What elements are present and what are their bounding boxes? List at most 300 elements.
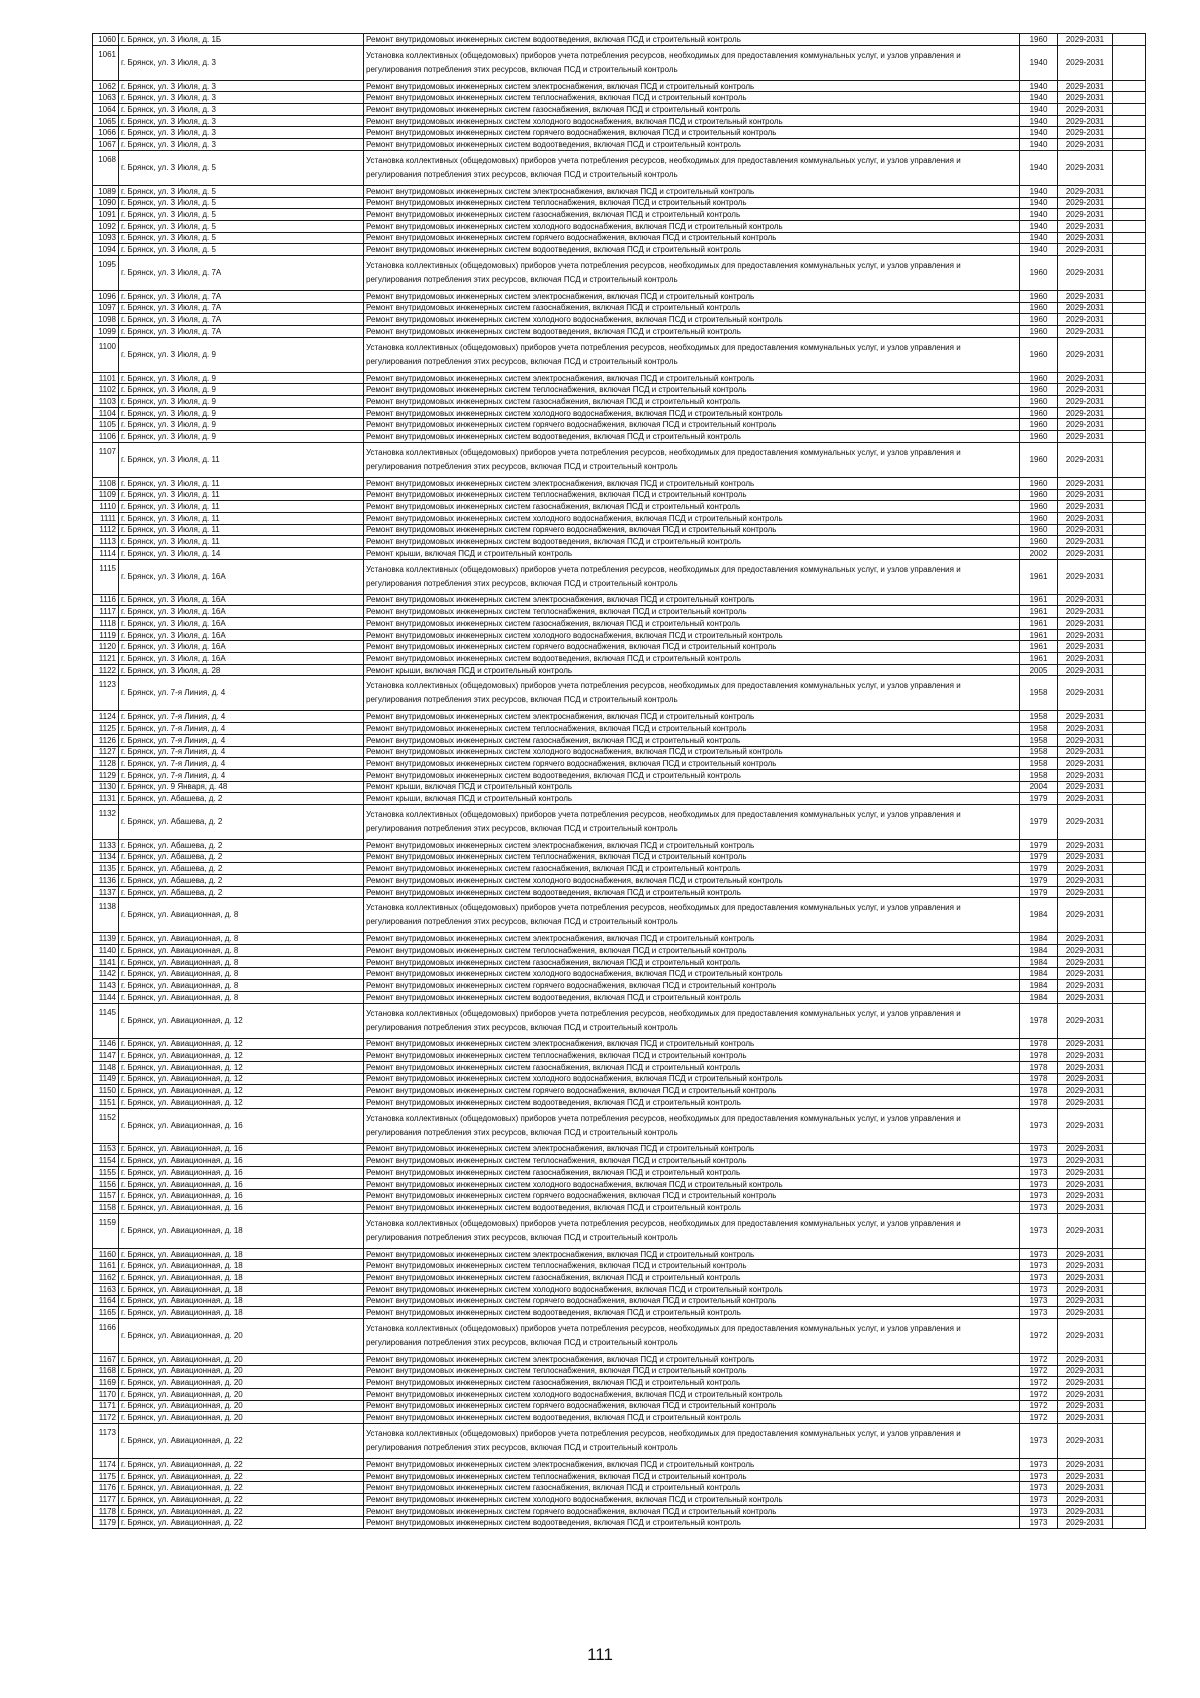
- street-address: ул. Авиационная, д. 22: [157, 1483, 243, 1493]
- work-type-cell: Ремонт внутридомовых инженерных систем электроснабжения, включая ПСД и строительный контроль: [364, 711, 1020, 723]
- street-address: ул. 3 Июля, д. 16А: [157, 618, 226, 628]
- blank-cell: [1113, 326, 1146, 338]
- table-row: [93, 1085, 1146, 1097]
- address-cell: [119, 746, 364, 758]
- table-row: [93, 501, 1146, 513]
- address-cell: [119, 232, 364, 244]
- blank-cell: [1113, 1038, 1146, 1050]
- row-number: 1153: [93, 1143, 119, 1155]
- work-type-cell: Ремонт внутридомовых инженерных систем электроснабжения, включая ПСД и строительный контроль: [364, 1459, 1020, 1471]
- build-year-cell: 1978: [1020, 1073, 1058, 1085]
- address-cell: [119, 255, 364, 290]
- address-cell: [119, 629, 364, 641]
- row-number: 1179: [93, 1517, 119, 1529]
- blank-cell: [1113, 244, 1146, 256]
- blank-cell: [1113, 769, 1146, 781]
- blank-cell: [1113, 232, 1146, 244]
- table-row: [93, 723, 1146, 735]
- period-cell: 2029-2031: [1058, 220, 1113, 232]
- build-year-cell: 1979: [1020, 851, 1058, 863]
- work-type-cell: Ремонт внутридомовых инженерных систем газоснабжения, включая ПСД и строительный контроль: [364, 1167, 1020, 1179]
- period-cell: 2029-2031: [1058, 1505, 1113, 1517]
- row-number: 1167: [93, 1353, 119, 1365]
- work-type-cell: Ремонт внутридомовых инженерных систем горячего водоснабжения, включая ПСД и строительный контроль: [364, 127, 1020, 139]
- build-year-cell: 1978: [1020, 1061, 1058, 1073]
- work-type-cell: Ремонт внутридомовых инженерных систем водоотведения, включая ПСД и строительный контроль: [364, 326, 1020, 338]
- period-cell: 2029-2031: [1058, 1377, 1113, 1389]
- table-row: [93, 1073, 1146, 1085]
- row-number: 1137: [93, 886, 119, 898]
- blank-cell: [1113, 641, 1146, 653]
- period-cell: 2029-2031: [1058, 653, 1113, 665]
- table-row: [93, 1143, 1146, 1155]
- period-cell: 2029-2031: [1058, 1190, 1113, 1202]
- street-address: ул. Авиационная, д. 12: [157, 1086, 243, 1096]
- address-cell: [119, 839, 364, 851]
- blank-cell: [1113, 734, 1146, 746]
- street-address: ул. Авиационная, д. 20: [157, 1378, 243, 1388]
- city-prefix: г. Брянск,: [121, 1308, 158, 1318]
- table-row: [93, 197, 1146, 209]
- row-number: 1172: [93, 1412, 119, 1424]
- work-type-cell: Ремонт внутридомовых инженерных систем холодного водоснабжения, включая ПСД и строительный контроль: [364, 1388, 1020, 1400]
- blank-cell: [1113, 384, 1146, 396]
- build-year-cell: 1972: [1020, 1377, 1058, 1389]
- blank-cell: [1113, 618, 1146, 630]
- street-address: ул. 3 Июля, д. 14: [157, 548, 221, 558]
- table-row: [93, 1482, 1146, 1494]
- street-address: ул. Авиационная, д. 16: [157, 1120, 243, 1130]
- table-row: [93, 1260, 1146, 1272]
- build-year-cell: 1958: [1020, 711, 1058, 723]
- build-year-cell: 1960: [1020, 34, 1058, 46]
- street-address: ул. 3 Июля, д. 3: [157, 139, 216, 149]
- row-number: 1122: [93, 664, 119, 676]
- blank-cell: [1113, 1353, 1146, 1365]
- street-address: ул. 3 Июля, д. 28: [157, 665, 221, 675]
- build-year-cell: 1960: [1020, 384, 1058, 396]
- street-address: ул. Авиационная, д. 22: [157, 1518, 243, 1528]
- table-row: [93, 524, 1146, 536]
- address-cell: [119, 220, 364, 232]
- city-prefix: г. Брянск,: [121, 1062, 158, 1072]
- build-year-cell: 1940: [1020, 115, 1058, 127]
- address-cell: [119, 769, 364, 781]
- table-row: [93, 594, 1146, 606]
- street-address: ул. Авиационная, д. 12: [157, 1051, 243, 1061]
- blank-cell: [1113, 185, 1146, 197]
- work-type-cell: Ремонт внутридомовых инженерных систем холодного водоснабжения, включая ПСД и строительный контроль: [364, 512, 1020, 524]
- street-address: ул. 3 Июля, д. 7А: [157, 303, 222, 313]
- row-number: 1104: [93, 407, 119, 419]
- city-prefix: г. Брянск,: [121, 548, 158, 558]
- table-row: [93, 933, 1146, 945]
- table-row: [93, 384, 1146, 396]
- address-cell: [119, 372, 364, 384]
- period-cell: 2029-2031: [1058, 1412, 1113, 1424]
- row-number: 1177: [93, 1494, 119, 1506]
- address-cell: [119, 1459, 364, 1471]
- blank-cell: [1113, 150, 1146, 185]
- row-number: 1123: [93, 676, 119, 711]
- work-type-cell: Ремонт внутридомовых инженерных систем электроснабжения, включая ПСД и строительный контроль: [364, 372, 1020, 384]
- row-number: 1105: [93, 419, 119, 431]
- work-type-cell: Ремонт внутридомовых инженерных систем водоотведения, включая ПСД и строительный контроль: [364, 139, 1020, 151]
- row-number: 1178: [93, 1505, 119, 1517]
- street-address: ул. Авиационная, д. 8: [157, 969, 239, 979]
- period-cell: 2029-2031: [1058, 1155, 1113, 1167]
- street-address: ул. 3 Июля, д. 16А: [157, 653, 226, 663]
- build-year-cell: 1973: [1020, 1108, 1058, 1143]
- build-year-cell: 1972: [1020, 1412, 1058, 1424]
- work-type-cell: Ремонт внутридомовых инженерных систем теплоснабжения, включая ПСД и строительный контроль: [364, 851, 1020, 863]
- table-row: [93, 104, 1146, 116]
- street-address: ул. 3 Июля, д. 11: [157, 490, 220, 500]
- address-cell: [119, 594, 364, 606]
- build-year-cell: 2002: [1020, 547, 1058, 559]
- build-year-cell: 1961: [1020, 653, 1058, 665]
- address-cell: [119, 1470, 364, 1482]
- period-cell: 2029-2031: [1058, 1365, 1113, 1377]
- street-address: ул. 7-я Линия, д. 4: [157, 723, 226, 733]
- table-row: [93, 863, 1146, 875]
- build-year-cell: 1978: [1020, 1003, 1058, 1038]
- table-row: [93, 945, 1146, 957]
- row-number: 1066: [93, 127, 119, 139]
- build-year-cell: 1972: [1020, 1318, 1058, 1353]
- work-type-cell: Установка коллективных (общедомовых) приборов учета потребления ресурсов, необходимых для предоставления коммунальных услуг, и узлов управления и регулирования потребления этих ресурсов, включая ПСД и строительный контроль: [364, 1213, 1020, 1248]
- blank-cell: [1113, 1085, 1146, 1097]
- work-type-cell: Ремонт внутридомовых инженерных систем газоснабжения, включая ПСД и строительный контроль: [364, 1061, 1020, 1073]
- build-year-cell: 1973: [1020, 1155, 1058, 1167]
- period-cell: 2029-2031: [1058, 594, 1113, 606]
- period-cell: 2029-2031: [1058, 536, 1113, 548]
- work-type-cell: Ремонт внутридомовых инженерных систем теплоснабжения, включая ПСД и строительный контроль: [364, 1365, 1020, 1377]
- build-year-cell: 1960: [1020, 431, 1058, 443]
- blank-cell: [1113, 547, 1146, 559]
- period-cell: 2029-2031: [1058, 1482, 1113, 1494]
- city-prefix: г. Брянск,: [121, 537, 158, 547]
- street-address: ул. 3 Июля, д. 3: [157, 57, 216, 67]
- blank-cell: [1113, 1412, 1146, 1424]
- blank-cell: [1113, 1003, 1146, 1038]
- city-prefix: г. Брянск,: [121, 502, 158, 512]
- street-address: ул. Авиационная, д. 22: [157, 1459, 243, 1469]
- blank-cell: [1113, 723, 1146, 735]
- table-row: [93, 968, 1146, 980]
- row-number: 1065: [93, 115, 119, 127]
- street-address: ул. Авиационная, д. 16: [157, 1191, 243, 1201]
- address-cell: [119, 396, 364, 408]
- build-year-cell: 1979: [1020, 875, 1058, 887]
- address-cell: [119, 723, 364, 735]
- street-address: ул. Авиационная, д. 20: [157, 1401, 243, 1411]
- row-number: 1166: [93, 1318, 119, 1353]
- row-number: 1101: [93, 372, 119, 384]
- street-address: ул. 3 Июля, д. 5: [157, 162, 216, 172]
- address-cell: [119, 1517, 364, 1529]
- blank-cell: [1113, 956, 1146, 968]
- table-row: [93, 734, 1146, 746]
- work-type-cell: Ремонт внутридомовых инженерных систем электроснабжения, включая ПСД и строительный контроль: [364, 185, 1020, 197]
- blank-cell: [1113, 80, 1146, 92]
- work-type-cell: Ремонт внутридомовых инженерных систем водоотведения, включая ПСД и строительный контроль: [364, 886, 1020, 898]
- work-type-cell: Ремонт внутридомовых инженерных систем холодного водоснабжения, включая ПСД и строительный контроль: [364, 746, 1020, 758]
- street-address: ул. 3 Июля, д. 11: [157, 502, 220, 512]
- row-number: 1162: [93, 1272, 119, 1284]
- blank-cell: [1113, 431, 1146, 443]
- row-number: 1115: [93, 559, 119, 594]
- work-type-cell: Ремонт внутридомовых инженерных систем электроснабжения, включая ПСД и строительный контроль: [364, 477, 1020, 489]
- row-number: 1061: [93, 45, 119, 80]
- address-cell: [119, 1353, 364, 1365]
- address-cell: [119, 559, 364, 594]
- street-address: ул. 7-я Линия, д. 4: [157, 770, 226, 780]
- period-cell: 2029-2031: [1058, 945, 1113, 957]
- work-type-cell: Ремонт внутридомовых инженерных систем холодного водоснабжения, включая ПСД и строительный контроль: [364, 407, 1020, 419]
- period-cell: 2029-2031: [1058, 326, 1113, 338]
- build-year-cell: 1972: [1020, 1365, 1058, 1377]
- address-cell: [119, 758, 364, 770]
- address-cell: [119, 547, 364, 559]
- period-cell: 2029-2031: [1058, 209, 1113, 221]
- build-year-cell: 1978: [1020, 1050, 1058, 1062]
- address-cell: [119, 781, 364, 793]
- street-address: ул. Авиационная, д. 20: [157, 1389, 243, 1399]
- address-cell: [119, 1260, 364, 1272]
- city-prefix: г. Брянск,: [121, 57, 158, 67]
- table-row: [93, 185, 1146, 197]
- work-type-cell: Установка коллективных (общедомовых) приборов учета потребления ресурсов, необходимых для предоставления коммунальных услуг, и узлов управления и регулирования потребления этих ресурсов, включая ПСД и строительный контроль: [364, 337, 1020, 372]
- address-cell: [119, 92, 364, 104]
- blank-cell: [1113, 1470, 1146, 1482]
- row-number: 1160: [93, 1248, 119, 1260]
- period-cell: 2029-2031: [1058, 255, 1113, 290]
- period-cell: 2029-2031: [1058, 139, 1113, 151]
- work-type-cell: Ремонт внутридомовых инженерных систем газоснабжения, включая ПСД и строительный контроль: [364, 302, 1020, 314]
- work-type-cell: Ремонт внутридомовых инженерных систем водоотведения, включая ПСД и строительный контроль: [364, 1307, 1020, 1319]
- build-year-cell: 1984: [1020, 980, 1058, 992]
- work-type-cell: Ремонт внутридомовых инженерных систем горячего водоснабжения, включая ПСД и строительный контроль: [364, 1505, 1020, 1517]
- table-row: [93, 220, 1146, 232]
- blank-cell: [1113, 209, 1146, 221]
- address-cell: [119, 933, 364, 945]
- table-row: [93, 1108, 1146, 1143]
- blank-cell: [1113, 1400, 1146, 1412]
- address-cell: [119, 1248, 364, 1260]
- blank-cell: [1113, 524, 1146, 536]
- blank-cell: [1113, 991, 1146, 1003]
- address-cell: [119, 1167, 364, 1179]
- build-year-cell: 1978: [1020, 1096, 1058, 1108]
- period-cell: 2029-2031: [1058, 641, 1113, 653]
- street-address: ул. 3 Июля, д. 16А: [157, 630, 226, 640]
- row-number: 1113: [93, 536, 119, 548]
- table-row: [93, 1155, 1146, 1167]
- city-prefix: г. Брянск,: [121, 770, 158, 780]
- table-row: [93, 559, 1146, 594]
- row-number: 1067: [93, 139, 119, 151]
- build-year-cell: 1940: [1020, 150, 1058, 185]
- work-type-cell: Установка коллективных (общедомовых) приборов учета потребления ресурсов, необходимых для предоставления коммунальных услуг, и узлов управления и регулирования потребления этих ресурсов, включая ПСД и строительный контроль: [364, 255, 1020, 290]
- row-number: 1156: [93, 1178, 119, 1190]
- city-prefix: г. Брянск,: [121, 1366, 158, 1376]
- city-prefix: г. Брянск,: [121, 1471, 158, 1481]
- period-cell: 2029-2031: [1058, 127, 1113, 139]
- work-type-cell: Установка коллективных (общедомовых) приборов учета потребления ресурсов, необходимых для предоставления коммунальных услуг, и узлов управления и регулирования потребления этих ресурсов, включая ПСД и строительный контроль: [364, 150, 1020, 185]
- build-year-cell: 1940: [1020, 127, 1058, 139]
- blank-cell: [1113, 1295, 1146, 1307]
- city-prefix: г. Брянск,: [121, 840, 158, 850]
- build-year-cell: 1960: [1020, 536, 1058, 548]
- build-year-cell: 1960: [1020, 314, 1058, 326]
- city-prefix: г. Брянск,: [121, 595, 158, 605]
- row-number: 1124: [93, 711, 119, 723]
- row-number: 1132: [93, 804, 119, 839]
- blank-cell: [1113, 45, 1146, 80]
- street-address: ул. Авиационная, д. 22: [157, 1436, 243, 1445]
- blank-cell: [1113, 1283, 1146, 1295]
- period-cell: 2029-2031: [1058, 804, 1113, 839]
- table-row: [93, 746, 1146, 758]
- address-cell: [119, 34, 364, 46]
- row-number: 1100: [93, 337, 119, 372]
- blank-cell: [1113, 1202, 1146, 1214]
- street-address: ул. Авиационная, д. 12: [157, 1097, 243, 1107]
- build-year-cell: 1960: [1020, 302, 1058, 314]
- row-number: 1129: [93, 769, 119, 781]
- period-cell: 2029-2031: [1058, 524, 1113, 536]
- city-prefix: г. Брянск,: [121, 34, 158, 44]
- blank-cell: [1113, 1388, 1146, 1400]
- work-type-cell: Ремонт внутридомовых инженерных систем газоснабжения, включая ПСД и строительный контроль: [364, 863, 1020, 875]
- row-number: 1126: [93, 734, 119, 746]
- street-address: ул. 7-я Линия, д. 4: [157, 688, 226, 698]
- table-row: [93, 372, 1146, 384]
- street-address: ул. 7-я Линия, д. 4: [157, 712, 226, 722]
- street-address: ул. 3 Июля, д. 7А: [157, 326, 222, 336]
- row-number: 1060: [93, 34, 119, 46]
- period-cell: 2029-2031: [1058, 664, 1113, 676]
- city-prefix: г. Брянск,: [121, 630, 158, 640]
- table-row: [93, 1178, 1146, 1190]
- city-prefix: г. Брянск,: [121, 116, 158, 126]
- address-cell: [119, 886, 364, 898]
- period-cell: 2029-2031: [1058, 92, 1113, 104]
- build-year-cell: 1960: [1020, 372, 1058, 384]
- address-cell: [119, 314, 364, 326]
- table-row: [93, 1061, 1146, 1073]
- address-cell: [119, 804, 364, 839]
- work-type-cell: Ремонт внутридомовых инженерных систем электроснабжения, включая ПСД и строительный контроль: [364, 290, 1020, 302]
- period-cell: 2029-2031: [1058, 839, 1113, 851]
- blank-cell: [1113, 851, 1146, 863]
- city-prefix: г. Брянск,: [121, 618, 158, 628]
- table-row: [93, 80, 1146, 92]
- street-address: ул. 9 Января, д. 48: [157, 782, 228, 792]
- build-year-cell: 1958: [1020, 769, 1058, 781]
- work-type-cell: Ремонт внутридомовых инженерных систем электроснабжения, включая ПСД и строительный контроль: [364, 594, 1020, 606]
- period-cell: 2029-2031: [1058, 1178, 1113, 1190]
- city-prefix: г. Брянск,: [121, 782, 158, 792]
- blank-cell: [1113, 337, 1146, 372]
- city-prefix: г. Брянск,: [121, 420, 158, 430]
- city-prefix: г. Брянск,: [121, 934, 158, 944]
- period-cell: 2029-2031: [1058, 676, 1113, 711]
- period-cell: 2029-2031: [1058, 781, 1113, 793]
- street-address: ул. Авиационная, д. 20: [157, 1330, 243, 1340]
- city-prefix: г. Брянск,: [121, 665, 158, 675]
- period-cell: 2029-2031: [1058, 1318, 1113, 1353]
- city-prefix: г. Брянск,: [121, 186, 158, 196]
- address-cell: [119, 618, 364, 630]
- blank-cell: [1113, 898, 1146, 933]
- city-prefix: г. Брянск,: [121, 291, 158, 301]
- row-number: 1173: [93, 1424, 119, 1459]
- build-year-cell: 1961: [1020, 594, 1058, 606]
- period-cell: 2029-2031: [1058, 1073, 1113, 1085]
- build-year-cell: 1960: [1020, 396, 1058, 408]
- table-row: [93, 991, 1146, 1003]
- blank-cell: [1113, 945, 1146, 957]
- street-address: ул. Авиационная, д. 8: [157, 980, 239, 990]
- work-type-cell: Ремонт внутридомовых инженерных систем теплоснабжения, включая ПСД и строительный контроль: [364, 606, 1020, 618]
- row-number: 1107: [93, 442, 119, 477]
- address-cell: [119, 1400, 364, 1412]
- city-prefix: г. Брянск,: [121, 723, 158, 733]
- build-year-cell: 1940: [1020, 45, 1058, 80]
- table-row: [93, 115, 1146, 127]
- city-prefix: г. Брянск,: [121, 478, 158, 488]
- table-body: [93, 34, 1146, 1529]
- row-number: 1097: [93, 302, 119, 314]
- street-address: ул. 3 Июля, д. 16А: [157, 607, 226, 617]
- work-type-cell: Ремонт внутридомовых инженерных систем горячего водоснабжения, включая ПСД и строительный контроль: [364, 758, 1020, 770]
- row-number: 1151: [93, 1096, 119, 1108]
- row-number: 1174: [93, 1459, 119, 1471]
- period-cell: 2029-2031: [1058, 629, 1113, 641]
- build-year-cell: 2004: [1020, 781, 1058, 793]
- city-prefix: г. Брянск,: [121, 1272, 158, 1282]
- street-address: ул. Авиационная, д. 20: [157, 1413, 243, 1423]
- period-cell: 2029-2031: [1058, 197, 1113, 209]
- build-year-cell: 1972: [1020, 1388, 1058, 1400]
- build-year-cell: 1973: [1020, 1494, 1058, 1506]
- build-year-cell: 1960: [1020, 442, 1058, 477]
- work-type-cell: Ремонт внутридомовых инженерных систем электроснабжения, включая ПСД и строительный контроль: [364, 1143, 1020, 1155]
- table-row: [93, 781, 1146, 793]
- blank-cell: [1113, 536, 1146, 548]
- blank-cell: [1113, 1213, 1146, 1248]
- row-number: 1121: [93, 653, 119, 665]
- city-prefix: г. Брянск,: [121, 1261, 158, 1271]
- address-cell: [119, 968, 364, 980]
- address-cell: [119, 664, 364, 676]
- blank-cell: [1113, 653, 1146, 665]
- city-prefix: г. Брянск,: [121, 373, 158, 383]
- build-year-cell: 1973: [1020, 1202, 1058, 1214]
- work-type-cell: Ремонт внутридомовых инженерных систем холодного водоснабжения, включая ПСД и строительный контроль: [364, 115, 1020, 127]
- build-year-cell: 1973: [1020, 1213, 1058, 1248]
- period-cell: 2029-2031: [1058, 104, 1113, 116]
- address-cell: [119, 407, 364, 419]
- street-address: ул. 3 Июля, д. 9: [157, 408, 216, 418]
- city-prefix: г. Брянск,: [121, 875, 158, 885]
- work-type-cell: Ремонт внутридомовых инженерных систем водоотведения, включая ПСД и строительный контроль: [364, 536, 1020, 548]
- table-row: [93, 1167, 1146, 1179]
- work-type-cell: Ремонт внутридомовых инженерных систем водоотведения, включая ПСД и строительный контроль: [364, 1517, 1020, 1529]
- row-number: 1094: [93, 244, 119, 256]
